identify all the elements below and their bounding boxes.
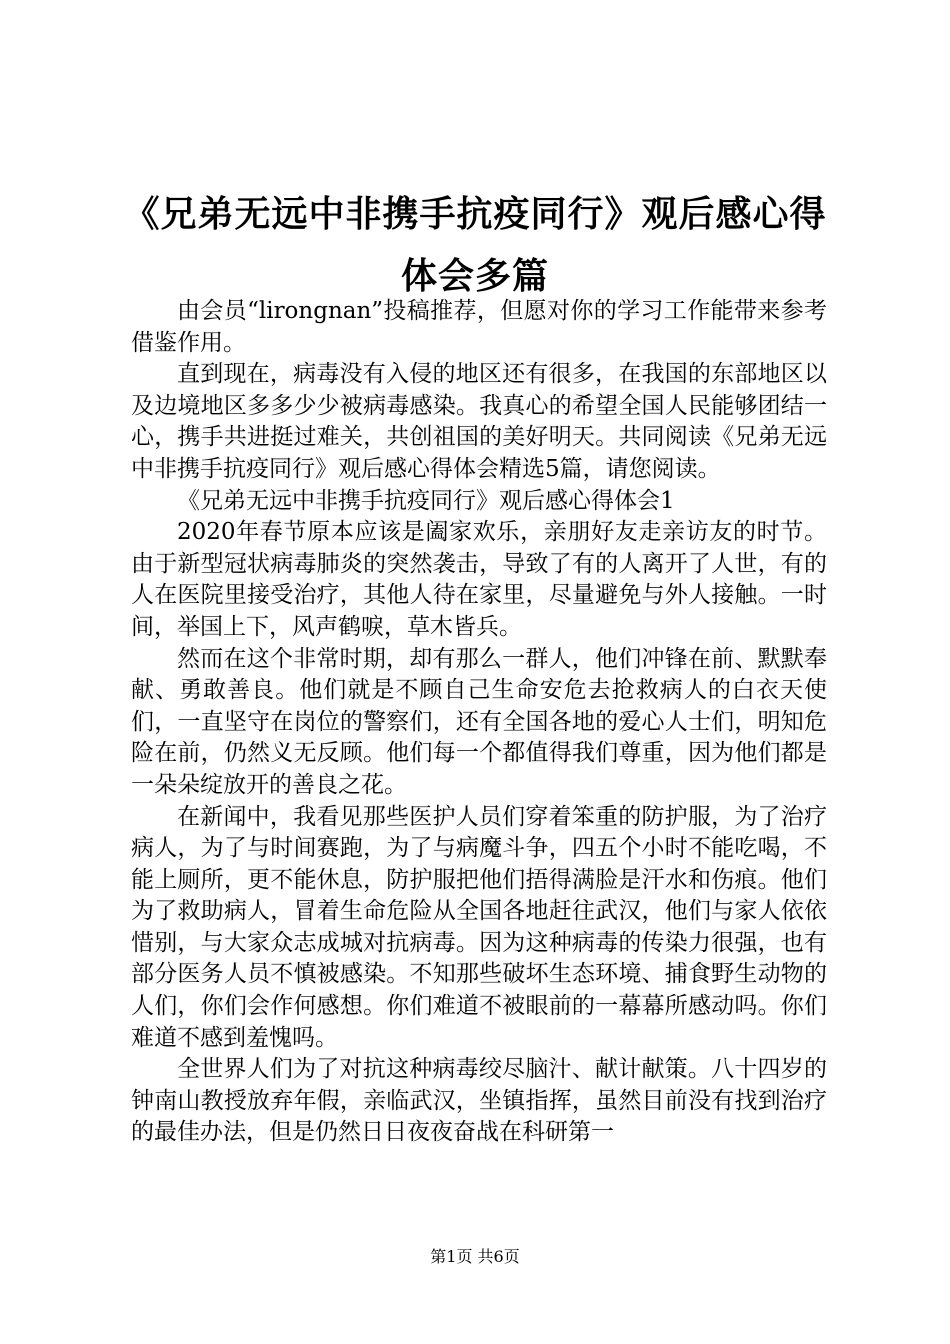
page-number-footer: 第1页 共6页 <box>430 1247 520 1266</box>
section-heading-1: 《兄弟无远中非携手抗疫同行》观后感心得体会1 <box>177 487 675 514</box>
paragraph-medical-staff: 在新闻中，我看见那些医护人员们穿着笨重的防护服，为了治疗病人，为了与时间赛跑，为了与病魔斗争，四五个小时不能吃喝，不能上厕所，更不能休息，防护服把他们捂得满脸是汗水和伤痕。他们为了救助病人，冒着生命危险从全国各地赶往武汉，他们与家人依依惜别，与大家众志成城对抗病毒。因为这种病毒的传染力很强，也有部分医务人员不慎被感染。不知那些破坏生态环境、捕食野生动物的人们，你们会作何感想。你们难道不被眼前的一幕幕所感动吗。你们难道不感到羞愧吗。 <box>131 803 827 1051</box>
paragraph-zhong-nanshan: 全世界人们为了对抗这种病毒绞尽脑汁、献计献策。八十四岁的钟南山教授放弃年假，亲临武汉，坐镇指挥，虽然目前没有找到治疗的最佳办法，但是仍然日日夜夜奋战在科研第一 <box>131 1056 827 1146</box>
paragraph-submission-note: 由会员“lirongnan”投稿推荐，但愿对你的学习工作能带来参考借鉴作用。 <box>131 298 827 356</box>
paragraph-spring-festival: 2020年春节原本应该是阖家欢乐，亲朋好友走亲访友的时节。由于新型冠状病毒肺炎的突然袭击，导致了有的人离开了人世，有的人在医院里接受治疗，其他人待在家里，尽量避免与外人接触。一时间，举国上下，风声鹤唳，草木皆兵。 <box>131 519 827 640</box>
paragraph-heroes: 然而在这个非常时期，却有那么一群人，他们冲锋在前、默默奉献、勇敢善良。他们就是不顾自己生命安危去抢救病人的白衣天使们，一直坚守在岗位的警察们，还有全国各地的爱心人士们，明知危险在前，仍然义无反顾。他们每一个都值得我们尊重，因为他们都是一朵朵绽放开的善良之花。 <box>131 645 827 798</box>
document-title: 《兄弟无远中非携手抗疫同行》观后感心得体会多篇 <box>123 194 827 297</box>
paragraph-intro: 直到现在，病毒没有入侵的地区还有很多，在我国的东部地区以及边境地区多多少少被病毒感染。我真心的希望全国人民能够团结一心，携手共进挺过难关，共创祖国的美好明天。共同阅读《兄弟无远中非携手抗疫同行》观后感心得体会精选5篇，请您阅读。 <box>131 361 827 482</box>
document-body <box>131 296 827 1149</box>
